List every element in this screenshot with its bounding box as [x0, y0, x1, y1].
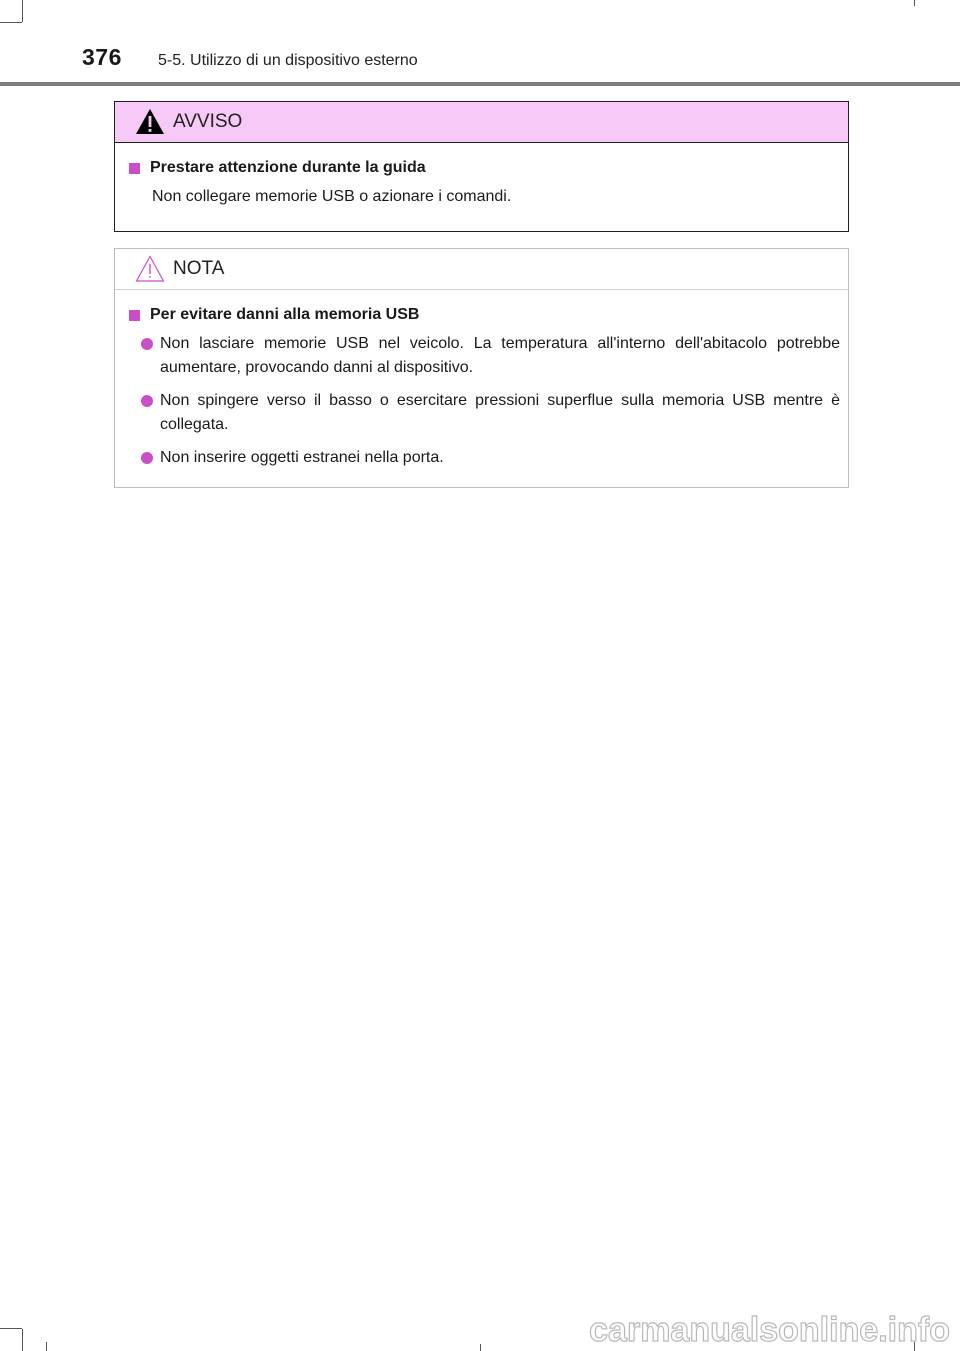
crop-mark: [914, 0, 915, 6]
crop-mark: [22, 0, 23, 22]
note-title: NOTA: [173, 258, 225, 279]
crop-mark: [46, 1342, 47, 1351]
list-item: [127, 446, 840, 470]
warning-box-header: [115, 102, 848, 143]
note-heading-text: Per evitare danni alla memoria USB: [150, 306, 420, 323]
square-bullet-icon: [129, 310, 140, 321]
crop-mark: [0, 22, 22, 23]
list-item-text: Non inserire oggetti estranei nella porta.: [160, 449, 444, 466]
watermark: [480, 1311, 960, 1351]
section-title: 5-5. Utilizzo di un dispositivo esterno: [158, 52, 418, 69]
round-bullet-icon: [141, 452, 153, 464]
crop-mark: [22, 1329, 23, 1351]
caution-triangle-icon: [135, 255, 165, 282]
note-body: [115, 290, 848, 470]
warning-triangle-icon: [135, 108, 165, 135]
list-item-text: Non lasciare memorie USB nel veicolo. La temperatura all'interno dell'abitacolo potrebbe aumentare, provocando danni al dispositivo.: [160, 335, 840, 376]
header-rule: [0, 82, 960, 86]
page-number: 376: [82, 44, 122, 70]
crop-mark: [0, 1328, 22, 1329]
list-item: [127, 332, 840, 380]
list-item-text: Non spingere verso il basso o esercitare pressioni superflue sulla memoria USB mentre è collegata.: [160, 392, 840, 433]
list-item: [127, 389, 840, 437]
watermark-text: carmanualsonline.info: [589, 1311, 950, 1349]
square-bullet-icon: [129, 163, 140, 174]
round-bullet-icon: [141, 395, 153, 407]
warning-box: [114, 101, 849, 232]
note-box: [114, 248, 849, 488]
warning-body: [115, 143, 848, 208]
warning-text: Non collegare memorie USB o azionare i comandi.: [152, 188, 512, 205]
round-bullet-icon: [141, 338, 153, 350]
note-box-header: [115, 249, 848, 290]
note-heading: [127, 306, 840, 324]
warning-heading-text: Prestare attenzione durante la guida: [150, 159, 426, 176]
warning-heading: [127, 159, 840, 177]
warning-title: AVVISO: [173, 111, 243, 132]
